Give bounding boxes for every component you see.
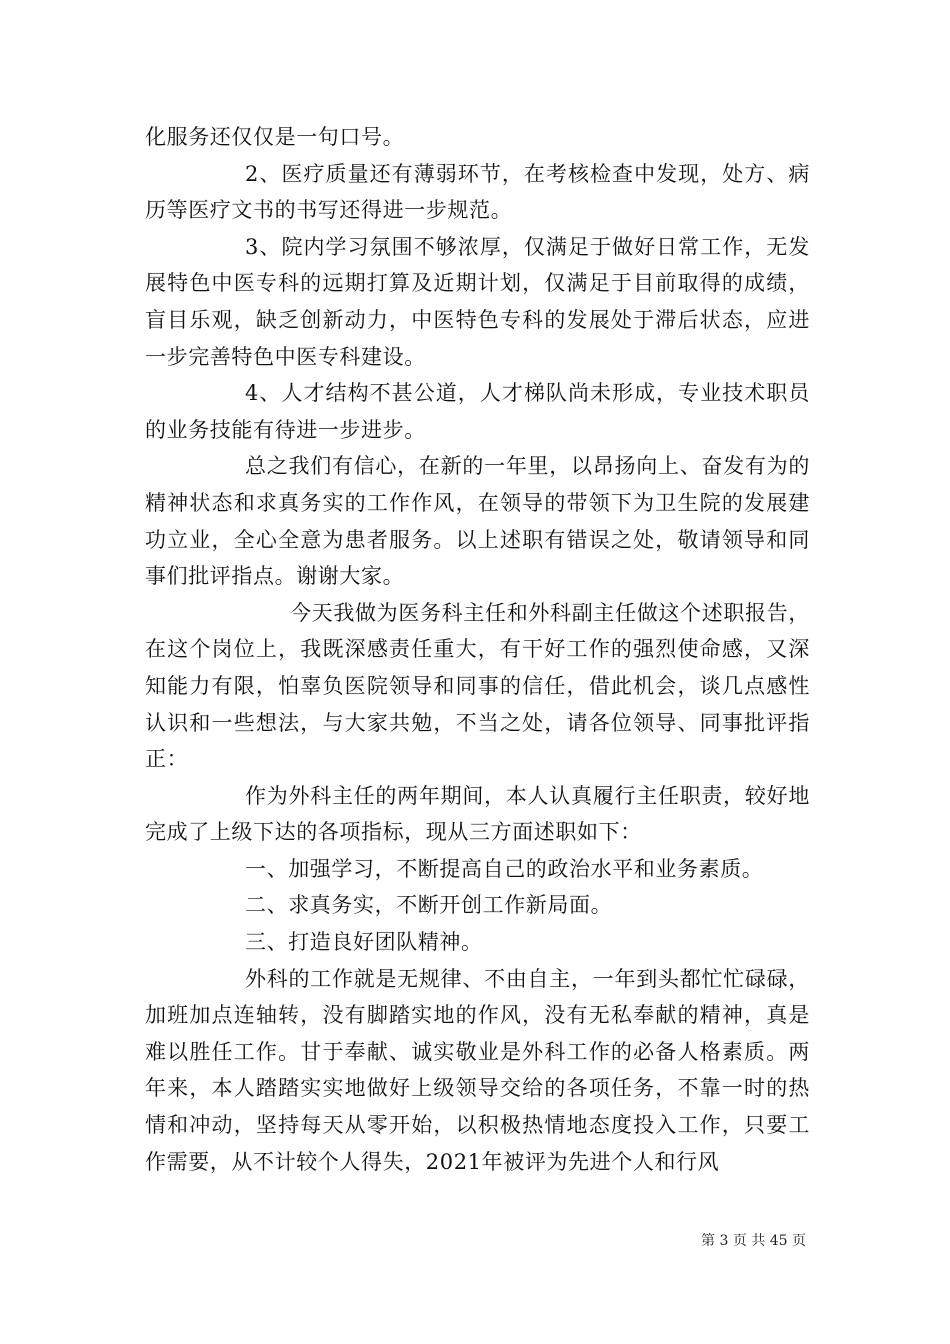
page-number: 第 3 页 共 45 页	[701, 1233, 806, 1249]
paragraph-5: 总之我们有信心，在新的一年里，以昂扬向上、奋发有为的精神状态和求真务实的工作作风，在领导的带领下为卫生院的发展建功立业，全心全意为患者服务。以上述职有错误之处，敬请领导和同事们批评指点。谢谢大家。	[145, 454, 810, 589]
paragraph-2: 2、医疗质量还有薄弱环节，在考核检查中发现，处方、病历等医疗文书的书写还得进一步规范。	[145, 161, 810, 223]
paragraph-10: 三、打造良好团队精神。	[245, 930, 483, 955]
paragraph-1: 化服务还仅仅是一句口号。	[145, 125, 405, 149]
paragraph-11: 外科的工作就是无规律、不由自主，一年到头都忙忙碌碌，加班加点连轴转，没有脚踏实地的作风，没有无私奉献的精神，真是难以胜任工作。甘于奉献、诚实敬业是外科工作的必备人格素质。两年来，本人踏踏实实地做好上级领导交给的各项任务，不靠一时的热情和冲动，坚持每天从零开始，以积极热情地态度投入工作，只要工作需要，从不计较个人得失，2021年被评为先进个人和行风	[145, 966, 810, 1174]
paragraph-4: 4、人才结构不甚公道，人才梯队尚未形成，专业技术职员的业务技能有待进一步进步。	[145, 381, 810, 442]
paragraph-8: 一、加强学习，不断提高自己的政治水平和业务素质。	[245, 856, 764, 881]
document-body	[145, 119, 810, 1180]
paragraph-3: 3、院内学习氛围不够浓厚，仅满足于做好日常工作，无发展特色中医专科的远期打算及近期计划，仅满足于目前取得的成绩，盲目乐观，缺乏创新动力，中医特色专科的发展处于滞后状态，应进一步完善特色中医专科建设。	[145, 234, 810, 369]
paragraph-7: 作为外科主任的两年期间，本人认真履行主任职责，较好地完成了上级下达的各项指标，现从三方面述职如下：	[145, 783, 810, 845]
paragraph-6: 今天我做为医务科主任和外科副主任做这个述职报告，在这个岗位上，我既深感责任重大，有干好工作的强烈使命感，又深知能力有限，怕辜负医院领导和同事的信任，借此机会，谈几点感性认识和一些想法，与大家共勉，不当之处，请各位领导、同事批评指正：	[145, 600, 810, 772]
paragraph-9: 二、求真务实，不断开创工作新局面。	[245, 893, 613, 918]
